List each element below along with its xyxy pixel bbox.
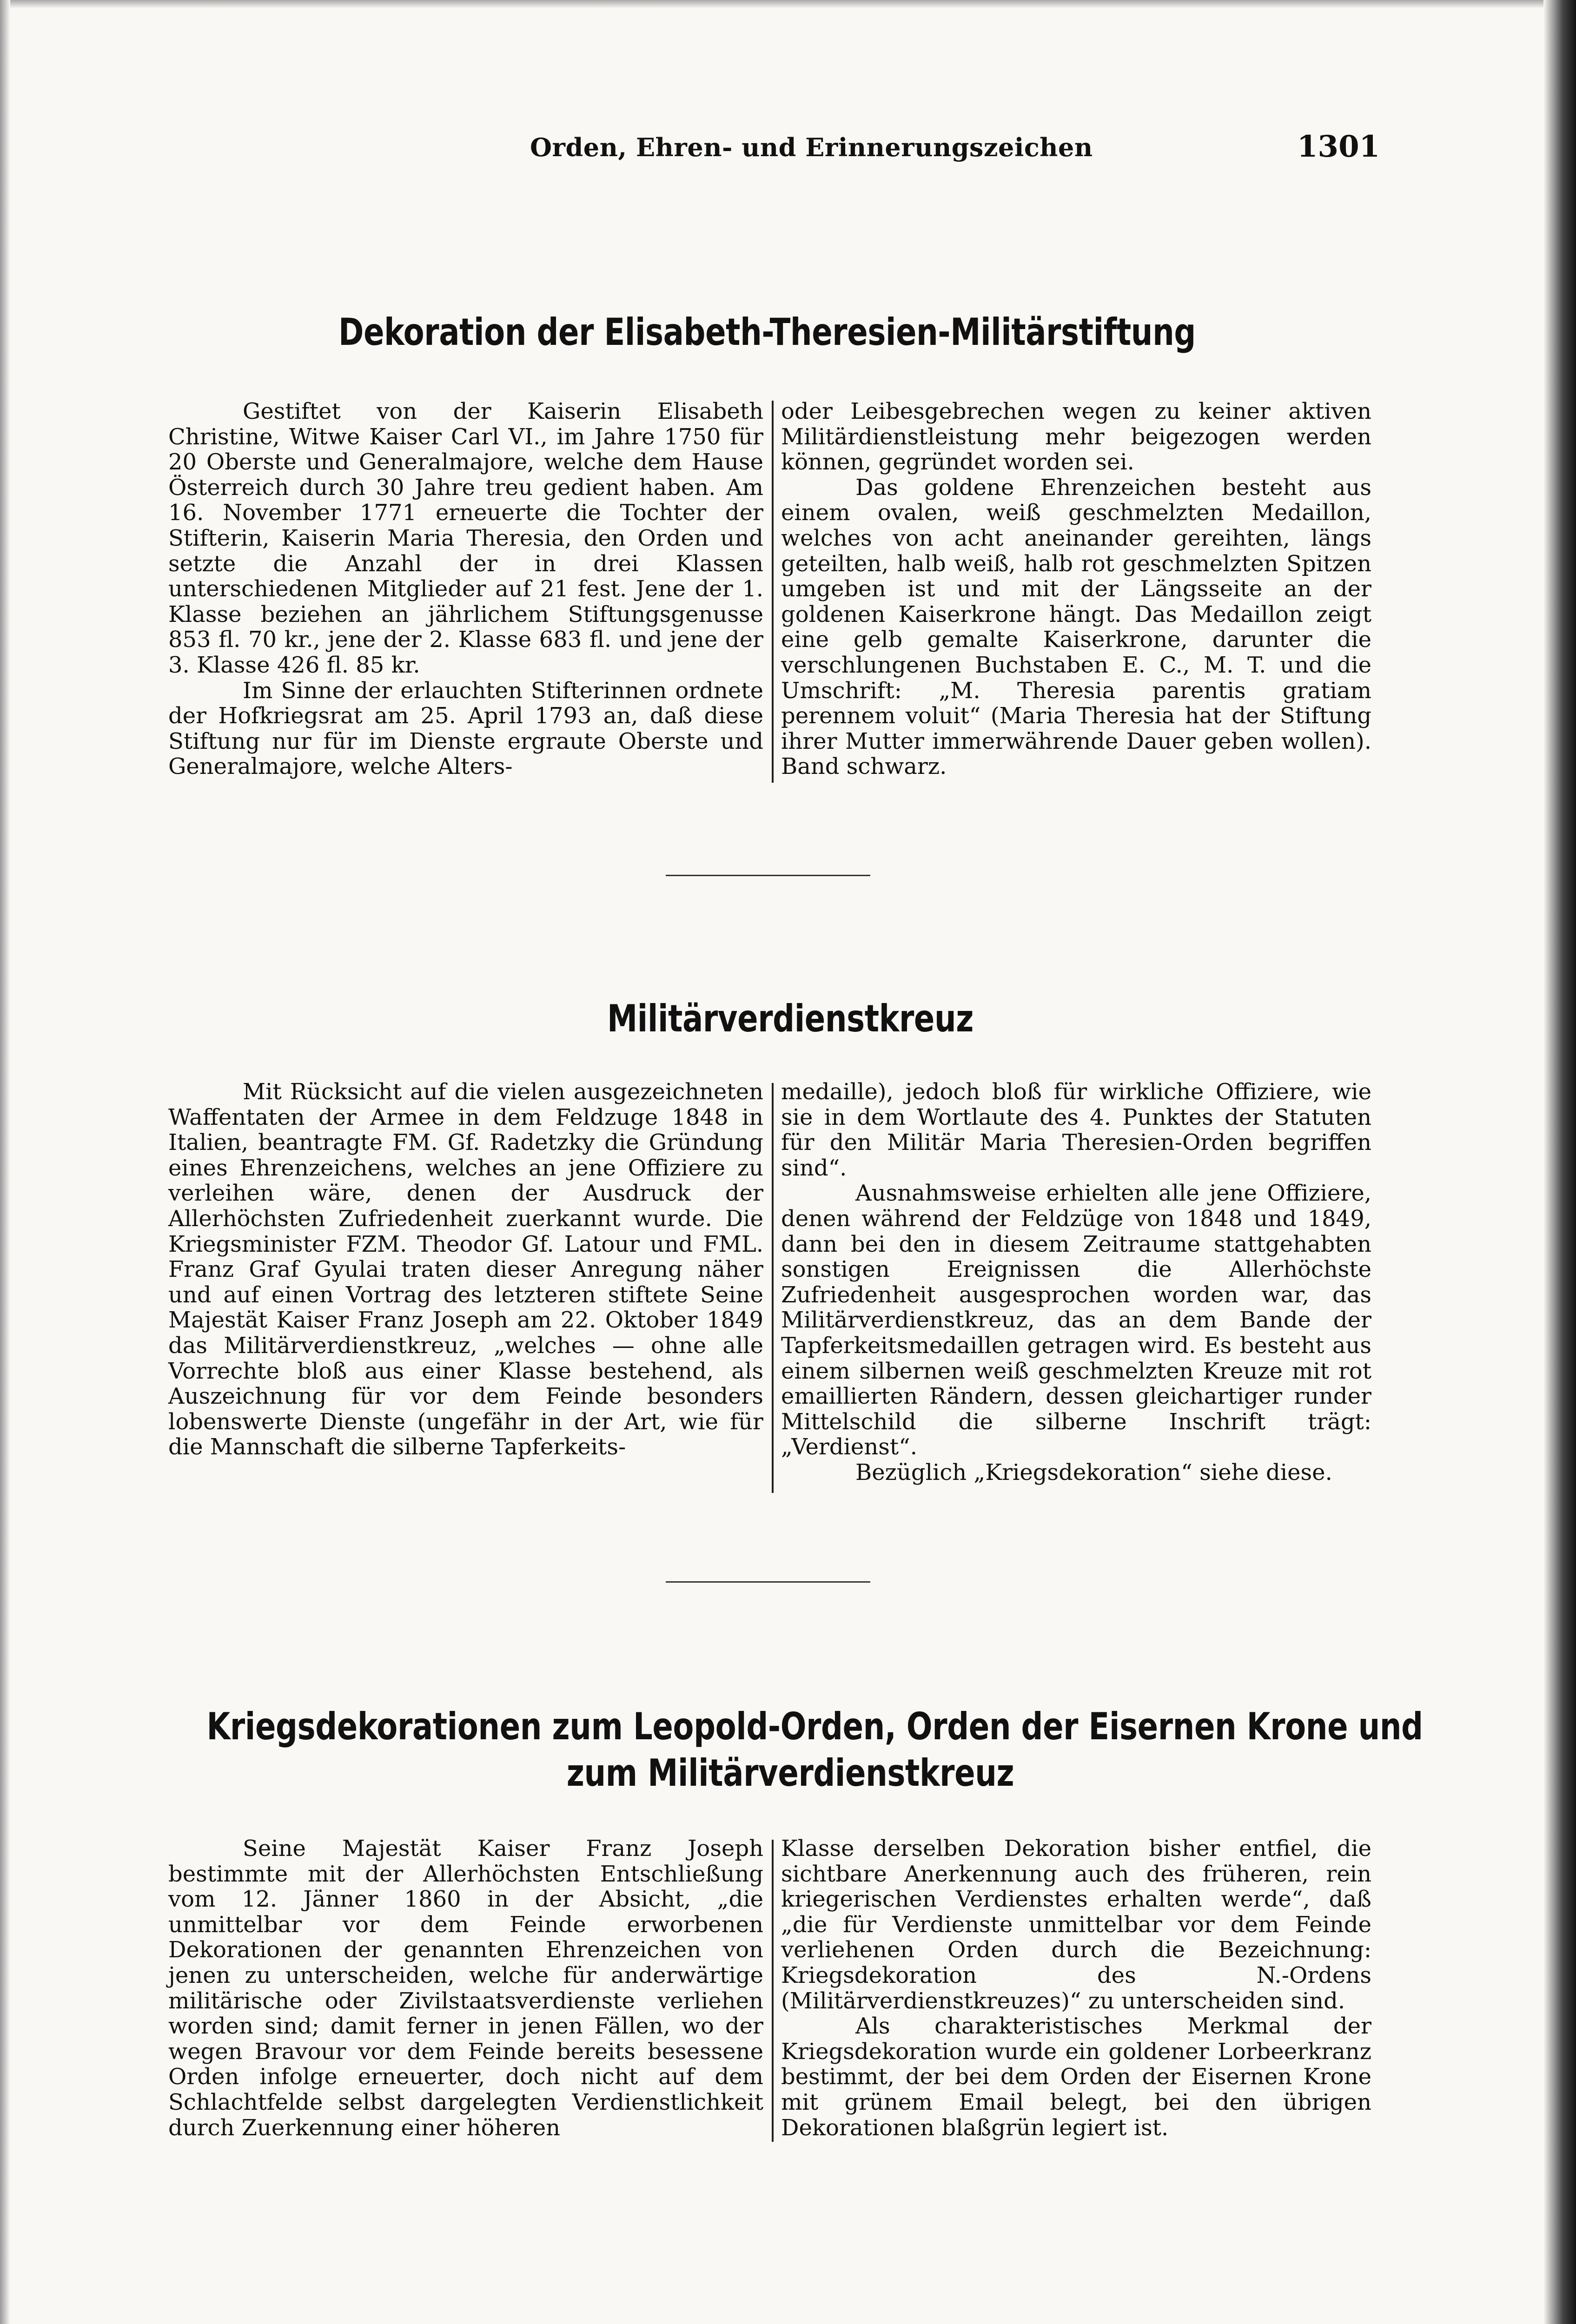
paragraph: Klasse derselben Dekoration bisher entfiel, die sichtbare Anerkennung auch des früheren, rein kriegerischen Verdienstes erhalten werde“, daß „die für Verdienste unmittelbar vor dem Feinde verliehenen Orden durch die Bezeichnung: Kriegsdekoration des N.-Ordens (Militärverdienstkreuzes)“ zu unterscheiden sind. [781, 1835, 1371, 2014]
column-divider [772, 1083, 774, 1493]
section-separator [666, 875, 870, 876]
paragraph: Das goldene Ehrenzeichen besteht aus einem ovalen, weiß geschmelzten Medaillon, welches von acht aneinander gereihten, längs geteilten, halb weiß, halb rot geschmelzten Spitzen umgeben ist und mit der Längsseite an der goldenen Kaiserkrone hängt. Das Medaillon zeigt eine gelb gemalte Kaiserkrone, darunter die verschlungenen Buchstaben E. C., M. T. und die Umschrift: „M. Theresia parentis gratiam perennem voluit“ (Maria Theresia hat der Stiftung ihrer Mutter immerwährende Dauer geben wollen). Band schwarz. [781, 474, 1371, 780]
section1-right-column [781, 399, 1371, 779]
section-title-kriegsdekorationen-line1: Kriegsdekorationen zum Leopold-Orden, Orden der Eisernen Krone und [206, 1705, 1423, 1748]
paragraph: Ausnahmsweise erhielten alle jene Offiziere, denen während der Feldzüge von 1848 und 1849, dann bei den in diesem Zeitraume stattgehabten sonstigen Ereignissen die Allerhöchste Zufriedenheit ausgesprochen worden war, das Militärverdienstkreuz, das an dem Bande der Tapferkeitsmedaillen getragen wird. Es besteht aus einem silbernen weiß geschmelzten Kreuze mit rot emaillierten Rändern, dessen gleichartiger runder Mittelschild die silberne Inschrift trägt: „Verdienst“. [781, 1180, 1371, 1460]
scan-edge-top [0, 0, 1576, 8]
section-title-elisabeth-theresien: Dekoration der Elisabeth-Theresien-Militärstiftung [338, 310, 1196, 354]
paragraph: oder Leibesgebrechen wegen zu keiner aktiven Militärdienstleistung mehr beigezogen werden können, gegründet worden sei. [781, 398, 1371, 475]
scan-edge-right [1543, 0, 1576, 2324]
paragraph: Im Sinne der erlauchten Stifterinnen ordnete der Hofkriegsrat am 25. April 1793 an, daß diese Stiftung nur für im Dienste ergraute Oberste und Generalmajore, welche Alters- [168, 677, 763, 780]
section-title-kriegsdekorationen-line2: zum Militärverdienstkreuz [566, 1751, 1014, 1795]
paragraph: Als charakteristisches Merkmal der Kriegsdekoration wurde ein goldener Lorbeerkranz bestimmt, der bei dem Orden der Eisernen Krone mit grünem Email belegt, bei den übrigen Dekorationen blaßgrün legiert ist. [781, 2013, 1371, 2141]
section-separator [666, 1581, 870, 1583]
section1-left-column [168, 399, 763, 779]
section-title-militaerverdienstkreuz: Militärverdienstkreuz [607, 997, 974, 1040]
paragraph: medaille), jedoch bloß für wirkliche Offiziere, wie sie in dem Wortlaute des 4. Punktes der Statuten für den Militär Maria Theresien-Orden begriffen sind“. [781, 1079, 1371, 1181]
paragraph: Bezüglich „Kriegsdekoration“ siehe diese. [855, 1459, 1332, 1486]
section3-right-column [781, 1836, 1371, 2140]
section3-left-column [168, 1836, 763, 2140]
paragraph: Mit Rücksicht auf die vielen ausgezeichneten Waffentaten der Armee in dem Feldzuge 1848 in Italien, beantragte FM. Gf. Radetzky die Gründung eines Ehrenzeichens, welches an jene Offiziere zu verleihen wäre, denen der Ausdruck der Allerhöchsten Zufriedenheit zuerkannt wurde. Die Kriegsminister FZM. Theodor Gf. Latour und FML. Franz Graf Gyulai traten dieser Anregung näher und auf einen Vortrag des letzteren stiftete Seine Majestät Kaiser Franz Joseph am 22. Oktober 1849 das Militärverdienstkreuz, „welches — ohne alle Vorrechte bloß aus einer Klasse bestehend, als Auszeichnung für vor dem Feinde besonders lobenswerte Dienste (ungefähr in der Art, wie für die Mannschaft die silberne Tapferkeits- [168, 1079, 763, 1460]
paragraph: Gestiftet von der Kaiserin Elisabeth Christine, Witwe Kaiser Carl VI., im Jahre 1750 für 20 Oberste und Generalmajore, welche dem Hause Österreich durch 30 Jahre treu gedient haben. Am 16. November 1771 erneuerte die Tochter der Stifterin, Kaiserin Maria Theresia, den Orden und setzte die Anzahl der in drei Klassen unterschiedenen Mitglieder auf 21 fest. Jene der 1. Klasse beziehen an jährlichem Stiftungsgenusse 853 fl. 70 kr., jene der 2. Klasse 683 fl. und jene der 3. Klasse 426 fl. 85 kr. [168, 398, 763, 678]
scan-edge-left [0, 0, 10, 2324]
page-number: 1301 [1297, 129, 1380, 164]
section2-right-column [781, 1079, 1371, 1486]
running-title: Orden, Ehren- und Erinnerungszeichen [530, 132, 1093, 162]
section2-left-column [168, 1079, 763, 1460]
column-divider [772, 1840, 774, 2142]
paragraph: Seine Majestät Kaiser Franz Joseph bestimmte mit der Allerhöchsten Entschließung vom 12. Jänner 1860 in der Absicht, „die unmittelbar vor dem Feinde erworbenen Dekorationen der genannten Ehrenzeichen von jenen zu unterscheiden, welche für anderwärtige militärische oder Zivilstaatsverdienste verliehen worden sind; damit ferner in jenen Fällen, wo der wegen Bravour vor dem Feinde bereits besessene Orden infolge erneuerter, doch nicht auf dem Schlachtfelde selbst dargelegten Verdienstlichkeit durch Zuerkennung einer höheren [168, 1835, 763, 2141]
column-divider [772, 401, 774, 783]
